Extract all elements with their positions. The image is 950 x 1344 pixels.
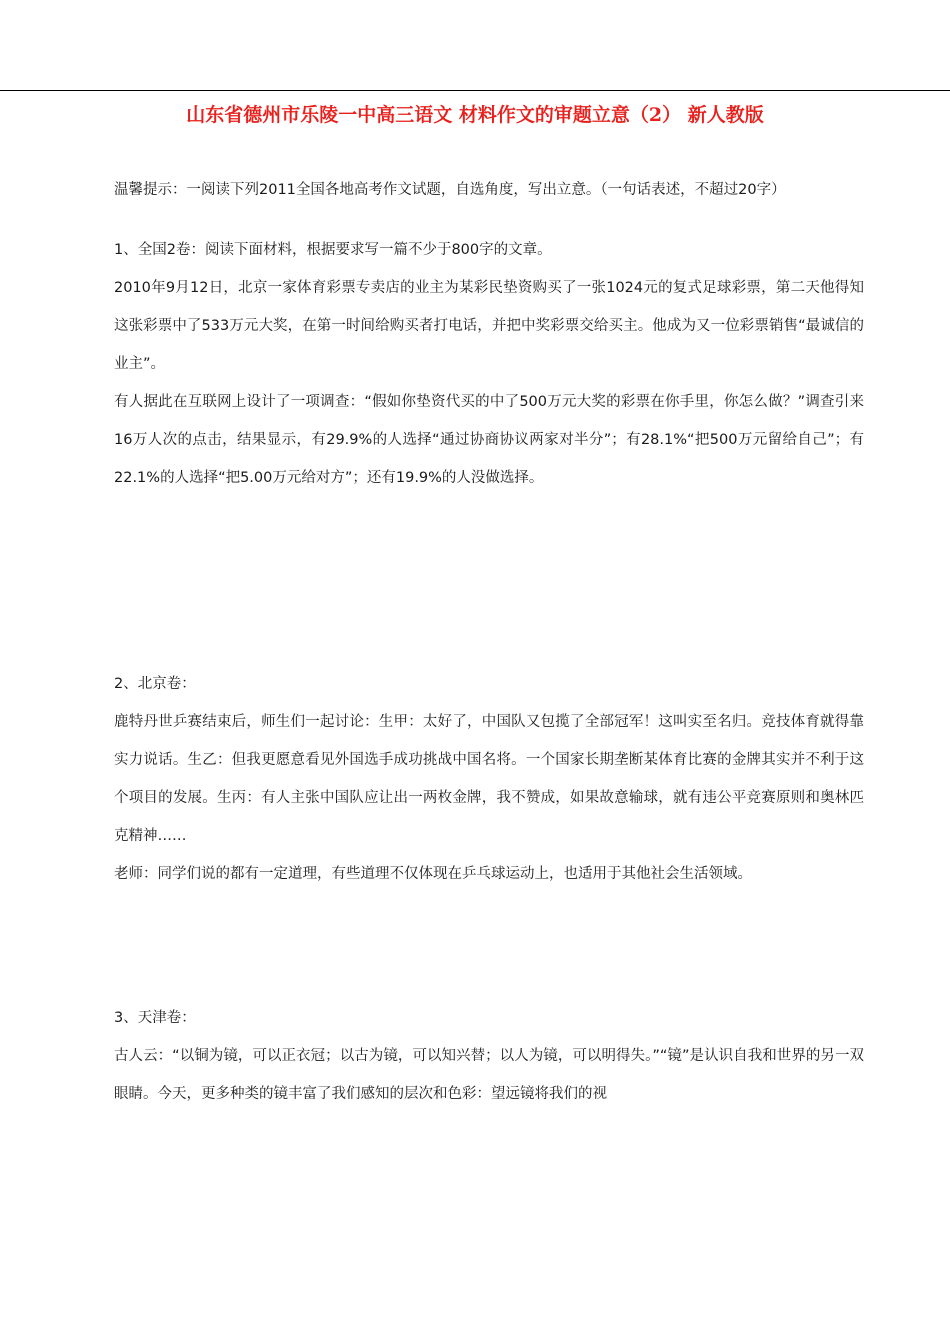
spacer <box>114 211 864 231</box>
section-2-heading: 2、北京卷： <box>114 676 196 692</box>
section-2 <box>114 665 864 893</box>
spacer <box>114 893 864 999</box>
section-1-paragraph-2: 有人据此在互联网上设计了一项调查：“假如你垫资代买的中了500万元大奖的彩票在你手里，你怎么做？”调查引来16万人次的点击，结果显示，有29.9%的人选择“通过协商协议两家对半分”；有28.1%“把500万元留给自己”；有22.1%的人选择“把5.00万元给对方”；还有19.9%的人没做选择。 <box>114 394 864 486</box>
document-body <box>114 170 864 1113</box>
section-1-heading: 1、全国2卷：阅读下面材料，根据要求写一篇不少于800字的文章。 <box>114 242 552 258</box>
document-title: 山东省德州市乐陵一中高三语文 材料作文的审题立意（2） 新人教版 <box>186 104 764 126</box>
section-2-paragraph-1: 鹿特丹世乒赛结束后，师生们一起讨论：生甲：太好了，中国队又包揽了全部冠军！这叫实至名归。竞技体育就得靠实力说话。生乙：但我更愿意看见外国选手成功挑战中国名将。一个国家长期垄断某体育比赛的金牌其实并不利于这个项目的发展。生丙：有人主张中国队应让出一两枚金牌，我不赞成，如果故意输球，就有违公平竞赛原则和奥林匹克精神…… <box>114 714 864 844</box>
section-1-paragraph-1: 2010年9月12日，北京一家体育彩票专卖店的业主为某彩民垫资购买了一张1024元的复式足球彩票，第二天他得知这张彩票中了533万元大奖，在第一时间给购买者打电话，并把中奖彩票交给买主。他成为又一位彩票销售“最诚信的业主”。 <box>114 280 864 372</box>
section-1 <box>114 231 864 497</box>
spacer <box>114 497 864 665</box>
section-3-heading: 3、天津卷： <box>114 1010 196 1026</box>
tip-paragraph: 温馨提示：一阅读下列2011全国各地高考作文试题，自选角度，写出立意。（一句话表述，不超过20字） <box>114 182 786 198</box>
section-2-paragraph-2: 老师：同学们说的都有一定道理，有些道理不仅体现在乒乓球运动上，也适用于其他社会生活领域。 <box>114 866 752 882</box>
header-rule <box>0 90 950 91</box>
section-3-paragraph-1: 古人云：“以铜为镜，可以正衣冠；以古为镜，可以知兴替；以人为镜，可以明得失。”“镜”是认识自我和世界的另一双眼睛。今天，更多种类的镜丰富了我们感知的层次和色彩：望远镜将我们的视 <box>114 1048 864 1102</box>
section-3 <box>114 999 864 1113</box>
